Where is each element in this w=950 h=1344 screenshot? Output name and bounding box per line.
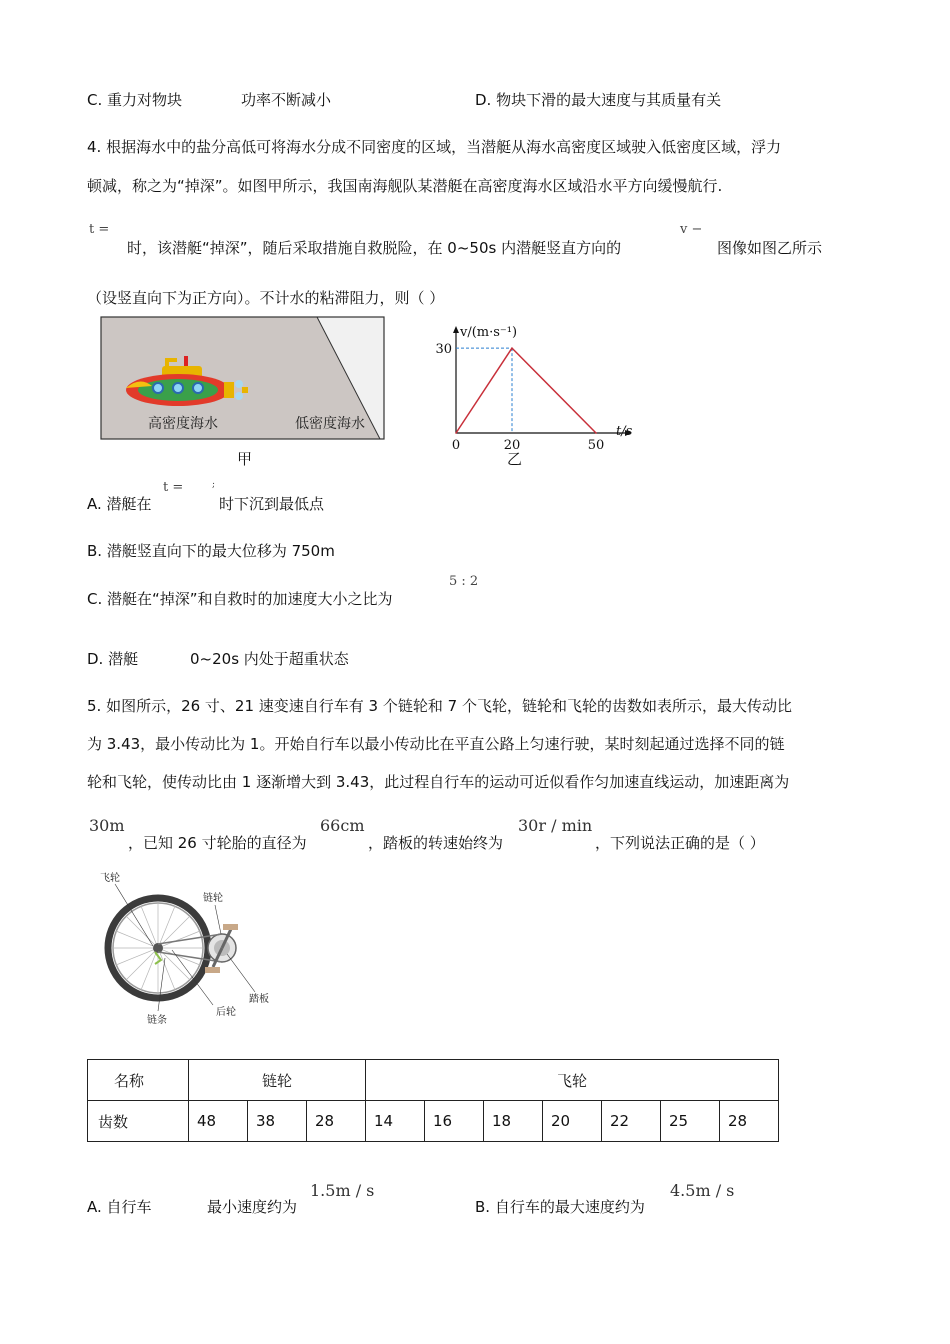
y-tick-label: 30 <box>435 342 452 358</box>
header-flywheel: 飞轮 <box>366 1060 779 1101</box>
q4-option-c: C. 潜艇在“掉深”和自救时的加速度大小之比为 <box>87 590 393 608</box>
q5-option-a-cont: 最小速度约为 <box>207 1198 298 1216</box>
header-name: 名称 <box>88 1060 189 1101</box>
row-label: 齿数 <box>88 1101 189 1142</box>
q4-line-4: （设竖直向下为正方向）。不计水的粘滞阻力，则（ ） <box>87 289 445 307</box>
q4-option-d: D. 潜艇 <box>87 650 139 668</box>
q4-option-a-cont: 时下沉到最低点 <box>219 495 325 513</box>
flywheel-cell: 18 <box>484 1101 543 1142</box>
q5-line-4c: ，下列说法正确的是（ ） <box>595 834 765 852</box>
x-tick-label: 50 <box>587 438 605 453</box>
flywheel-cell: 16 <box>425 1101 484 1142</box>
q4-line-1: 4. 根据海水中的盐分高低可将海水分成不同密度的区域，当潜艇从海水高密度区域驶入低密度区域，浮力 <box>87 138 782 156</box>
q5-math-diameter: 66cm <box>320 816 365 835</box>
rear-wheel-icon <box>108 898 208 998</box>
header-chainring: 链轮 <box>189 1060 366 1101</box>
q5-line-1: 5. 如图所示，26 寸、21 速变速自行车有 3 个链轮和 7 个飞轮，链轮和飞轮的齿数如表所示，最大传动比 <box>87 697 792 715</box>
x-tick-label: 0 <box>451 438 461 453</box>
option-c-prev-cont: 功率不断减小 <box>241 91 332 109</box>
flywheel-cell: 22 <box>602 1101 661 1142</box>
low-density-label: 低密度海水 <box>295 416 365 432</box>
option-d-prev: D. 物块下滑的最大速度与其质量有关 <box>475 91 722 109</box>
velocity-segment <box>512 348 596 433</box>
flywheel-cell: 14 <box>366 1101 425 1142</box>
option-c-prev: C. 重力对物块 <box>87 91 183 109</box>
q5-line-3: 轮和飞轮，使传动比由 1 逐渐增大到 3.43，此过程自行车的运动可近似看作匀加速直线运动，加速距离为 <box>87 773 790 791</box>
q5-line-2: 为 3.43，最小传动比为 1。开始自行车以最小传动比在平直公路上匀速行驶，某时刻起通过选择不同的链 <box>87 735 785 753</box>
q4-math-t: t = <box>89 222 110 237</box>
y-axis-label: v/(m·s⁻¹) <box>460 325 518 340</box>
q5-line-4a: ，已知 26 寸轮胎的直径为 <box>128 834 307 852</box>
q4-line-3b: 图像如图乙所示 <box>717 239 823 257</box>
q5-option-b: B. 自行车的最大速度约为 <box>475 1198 645 1216</box>
figure-yi-caption: 乙 <box>507 450 523 468</box>
chart-axes <box>453 326 632 436</box>
q4-option-a-semi: ; <box>212 480 216 490</box>
q4-option-a-math: t = <box>163 480 184 495</box>
teeth-table <box>87 1059 779 1142</box>
q5-math-distance: 30m <box>89 816 125 835</box>
bicycle-figure <box>95 868 285 1028</box>
pedal-label: 踏板 <box>249 994 269 1005</box>
q4-line-3a: 时，该潜艇“掉深”，随后采取措施自救脱险，在 0~50s 内潜艇竖直方向的 <box>127 239 622 257</box>
data-point <box>455 432 457 434</box>
chain-label: 链条 <box>147 1015 167 1026</box>
q5-math-speed: 30r / min <box>518 816 593 835</box>
q5-line-4b: ，踏板的转速始终为 <box>368 834 504 852</box>
flywheel-cell: 28 <box>720 1101 779 1142</box>
chainring-label: 链轮 <box>203 893 223 904</box>
q5-option-a: A. 自行车 <box>87 1198 152 1216</box>
x-tick-label: 20 <box>503 438 521 453</box>
velocity-segment <box>456 348 512 433</box>
q5-option-b-math: 4.5m / s <box>670 1181 735 1200</box>
chainring-cell: 28 <box>307 1101 366 1142</box>
figure-yi-chart <box>418 320 648 470</box>
q4-option-b: B. 潜艇竖直向下的最大位移为 750m <box>87 542 335 560</box>
chart-ticks <box>435 342 604 453</box>
figure-jia <box>100 316 386 442</box>
chainring-cell: 48 <box>189 1101 248 1142</box>
flywheel-cell: 25 <box>661 1101 720 1142</box>
q5-option-a-math: 1.5m / s <box>310 1181 375 1200</box>
high-density-label: 高密度海水 <box>148 416 218 432</box>
chart-series <box>455 347 597 434</box>
data-point <box>595 432 597 434</box>
flywheel-cell: 20 <box>543 1101 602 1142</box>
figure-jia-caption: 甲 <box>237 450 253 468</box>
q4-option-a: A. 潜艇在 <box>87 495 152 513</box>
flywheel-label: 飞轮 <box>100 873 120 884</box>
q4-option-c-math: 5 : 2 <box>449 574 479 589</box>
data-point <box>511 347 513 349</box>
table-header-row <box>88 1060 779 1101</box>
chainring-cell: 38 <box>248 1101 307 1142</box>
q4-option-d-cont: 0~20s 内处于超重状态 <box>190 650 349 668</box>
table-row <box>88 1101 779 1142</box>
q4-line-2: 顿减，称之为“掉深”。如图甲所示，我国南海舰队某潜艇在高密度海水区域沿水平方向缓慢航行. <box>87 177 723 195</box>
x-axis-label: t/s <box>616 424 633 439</box>
rear-wheel-label: 后轮 <box>216 1007 236 1018</box>
y-axis-arrow <box>453 326 459 333</box>
q4-math-v: v − <box>680 222 703 237</box>
